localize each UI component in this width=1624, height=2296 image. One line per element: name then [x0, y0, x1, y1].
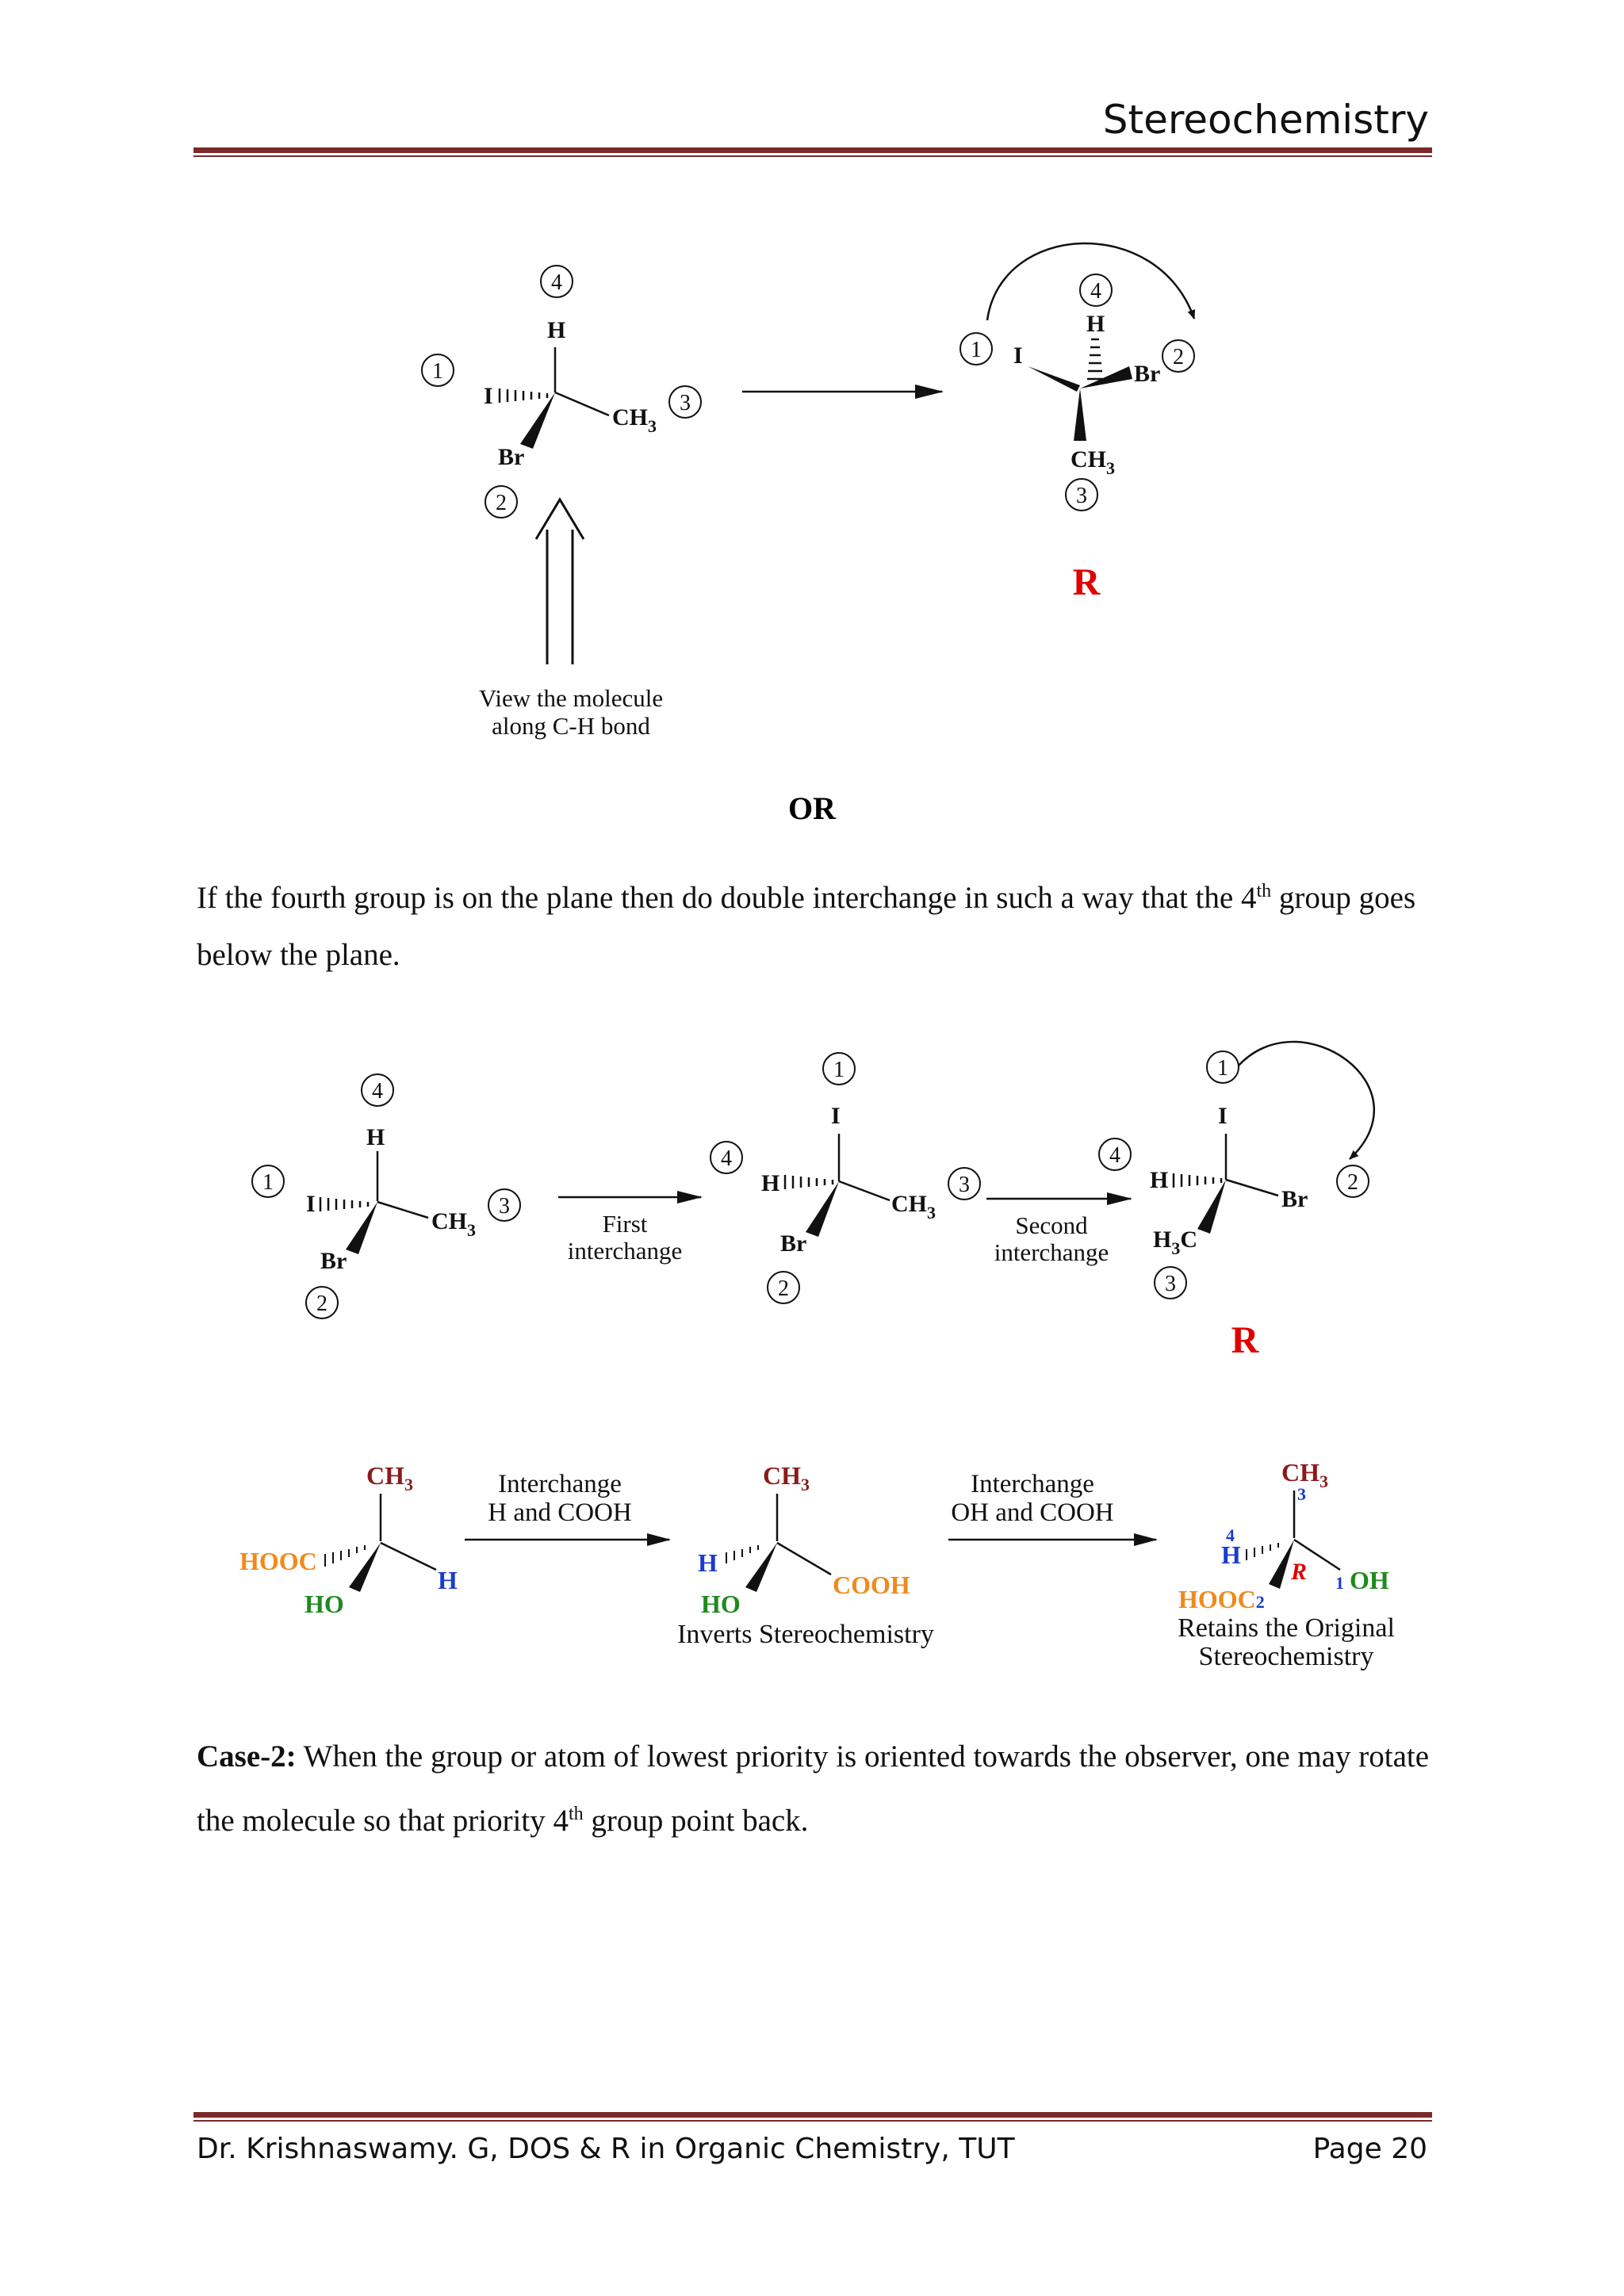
arrow-1-label-2: H and COOH — [488, 1498, 632, 1527]
group-cooh: COOH — [833, 1571, 910, 1599]
lactic-acid-original — [239, 1461, 458, 1618]
atom-i: I — [1013, 342, 1023, 369]
atom-br: Br — [1281, 1186, 1308, 1212]
priority-2-label: 2 — [778, 1276, 789, 1301]
atom-ch3: $CH_3$ — [612, 404, 657, 436]
footer-page-number: Page 20 — [1312, 2133, 1427, 2165]
second-interchange-label-1: Second — [1015, 1211, 1088, 1239]
priority-1-label: 1 — [1217, 1056, 1228, 1081]
group-h: H — [698, 1548, 718, 1577]
atom-h3c: $H_3C$ — [1153, 1226, 1198, 1258]
atom-h: H — [1150, 1167, 1169, 1193]
group-ho: HO — [304, 1590, 344, 1618]
footer-rule — [193, 2112, 1432, 2122]
priority-4-label: 4 — [1109, 1143, 1120, 1168]
priority-4-label: 4 — [1226, 1525, 1235, 1545]
group-ch3: $CH_3$ — [366, 1461, 413, 1494]
molecule-3 — [1099, 1042, 1374, 1361]
atom-h: H — [547, 317, 566, 343]
priority-3-label: 3 — [959, 1173, 970, 1197]
priority-3-label: 3 — [1076, 484, 1087, 508]
priority-1-label: 1 — [1335, 1573, 1344, 1593]
atom-ch3: $CH_3$ — [1071, 446, 1115, 478]
atom-br: Br — [320, 1248, 347, 1274]
atom-br: Br — [780, 1230, 807, 1257]
group-h: H — [438, 1566, 458, 1594]
priority-3-label: 3 — [1165, 1272, 1176, 1296]
priority-4-label: 4 — [721, 1146, 732, 1171]
atom-i: I — [306, 1191, 316, 1217]
lactic-acid-inverted — [677, 1461, 934, 1649]
inverts-caption: Inverts Stereochemistry — [677, 1620, 934, 1649]
atom-ch3: $CH_3$ — [431, 1208, 476, 1240]
priority-1-label: 1 — [971, 338, 982, 362]
atom-h: H — [761, 1170, 780, 1196]
atom-ch3: $CH_3$ — [891, 1191, 936, 1223]
molecule-1 — [252, 1074, 520, 1318]
paragraph-case-2: Case-2: When the group or atom of lowest priority is oriented towards the observer, one may rotate the molecule so that priority 4th group point back. — [197, 1739, 1430, 1838]
arrow-1-label-1: Interchange — [498, 1470, 622, 1498]
configuration-label: R — [1072, 561, 1101, 603]
second-interchange-label-2: interchange — [994, 1238, 1109, 1266]
atom-br: Br — [1134, 361, 1161, 387]
priority-3-label: 3 — [680, 391, 691, 415]
group-h: H — [1221, 1540, 1241, 1569]
retains-caption-1: Retains the Original — [1178, 1613, 1395, 1643]
group-ho: HO — [701, 1590, 741, 1618]
lactic-acid-retained — [1178, 1458, 1395, 1671]
first-interchange-label-1: First — [602, 1210, 648, 1238]
figure-1-view-along-ch-bond — [0, 0, 1624, 793]
priority-2-label: 2 — [1173, 345, 1184, 369]
retains-caption-2: Stereochemistry — [1198, 1642, 1374, 1671]
atom-br: Br — [498, 444, 525, 470]
priority-1-label: 1 — [833, 1058, 845, 1082]
view-caption-line-1: View the molecule — [478, 684, 664, 712]
paragraph-double-interchange: If the fourth group is on the plane then do double interchange in such a way that the 4th group goes below the plane. — [197, 881, 1416, 972]
first-interchange-label-2: interchange — [567, 1237, 683, 1265]
molecule-2 — [710, 1053, 980, 1303]
group-ch3: $CH_3$ — [1281, 1458, 1328, 1491]
atom-h: H — [1086, 311, 1105, 337]
priority-2-label: 2 — [496, 491, 507, 515]
view-direction-arrow — [536, 499, 584, 664]
atom-h: H — [366, 1124, 385, 1150]
molecule-newman-view — [960, 243, 1194, 603]
group-hooc: HOOC — [239, 1547, 317, 1575]
arrow-2-label-2: OH and COOH — [951, 1498, 1114, 1527]
priority-1-label: 1 — [432, 359, 443, 384]
priority-4-label: 4 — [551, 270, 562, 295]
figure-2-double-interchange — [0, 1015, 1624, 1380]
atom-i: I — [831, 1103, 841, 1129]
or-label: OR — [788, 790, 836, 826]
priority-1-label: 1 — [262, 1170, 274, 1195]
rotation-arrow — [1239, 1042, 1374, 1159]
priority-4-label: 4 — [1090, 279, 1101, 304]
view-caption-line-2: along C-H bond — [492, 712, 650, 740]
footer-author: Dr. Krishnaswamy. G, DOS & R in Organic Chemistry, TUT — [197, 2133, 1015, 2165]
priority-3-label: 3 — [1297, 1484, 1306, 1504]
priority-2-label: 2 — [1347, 1170, 1358, 1195]
arrow-2-label-1: Interchange — [971, 1470, 1094, 1498]
figure-3-lactic-acid-interchange — [0, 1443, 1624, 1697]
configuration-label: R — [1291, 1559, 1308, 1585]
configuration-label: R — [1231, 1319, 1259, 1361]
atom-i: I — [484, 383, 493, 409]
priority-4-label: 4 — [372, 1079, 383, 1104]
priority-2-label: 2 — [316, 1292, 327, 1316]
atom-i: I — [1218, 1103, 1228, 1129]
group-ch3: $CH_3$ — [763, 1461, 810, 1494]
molecule-bromoiodoethane-original — [422, 266, 701, 518]
group-oh: OH — [1350, 1566, 1389, 1594]
group-hooc: HOOC2 — [1178, 1585, 1265, 1613]
priority-3-label: 3 — [499, 1194, 510, 1219]
header-title: Stereochemistry — [1102, 97, 1429, 143]
